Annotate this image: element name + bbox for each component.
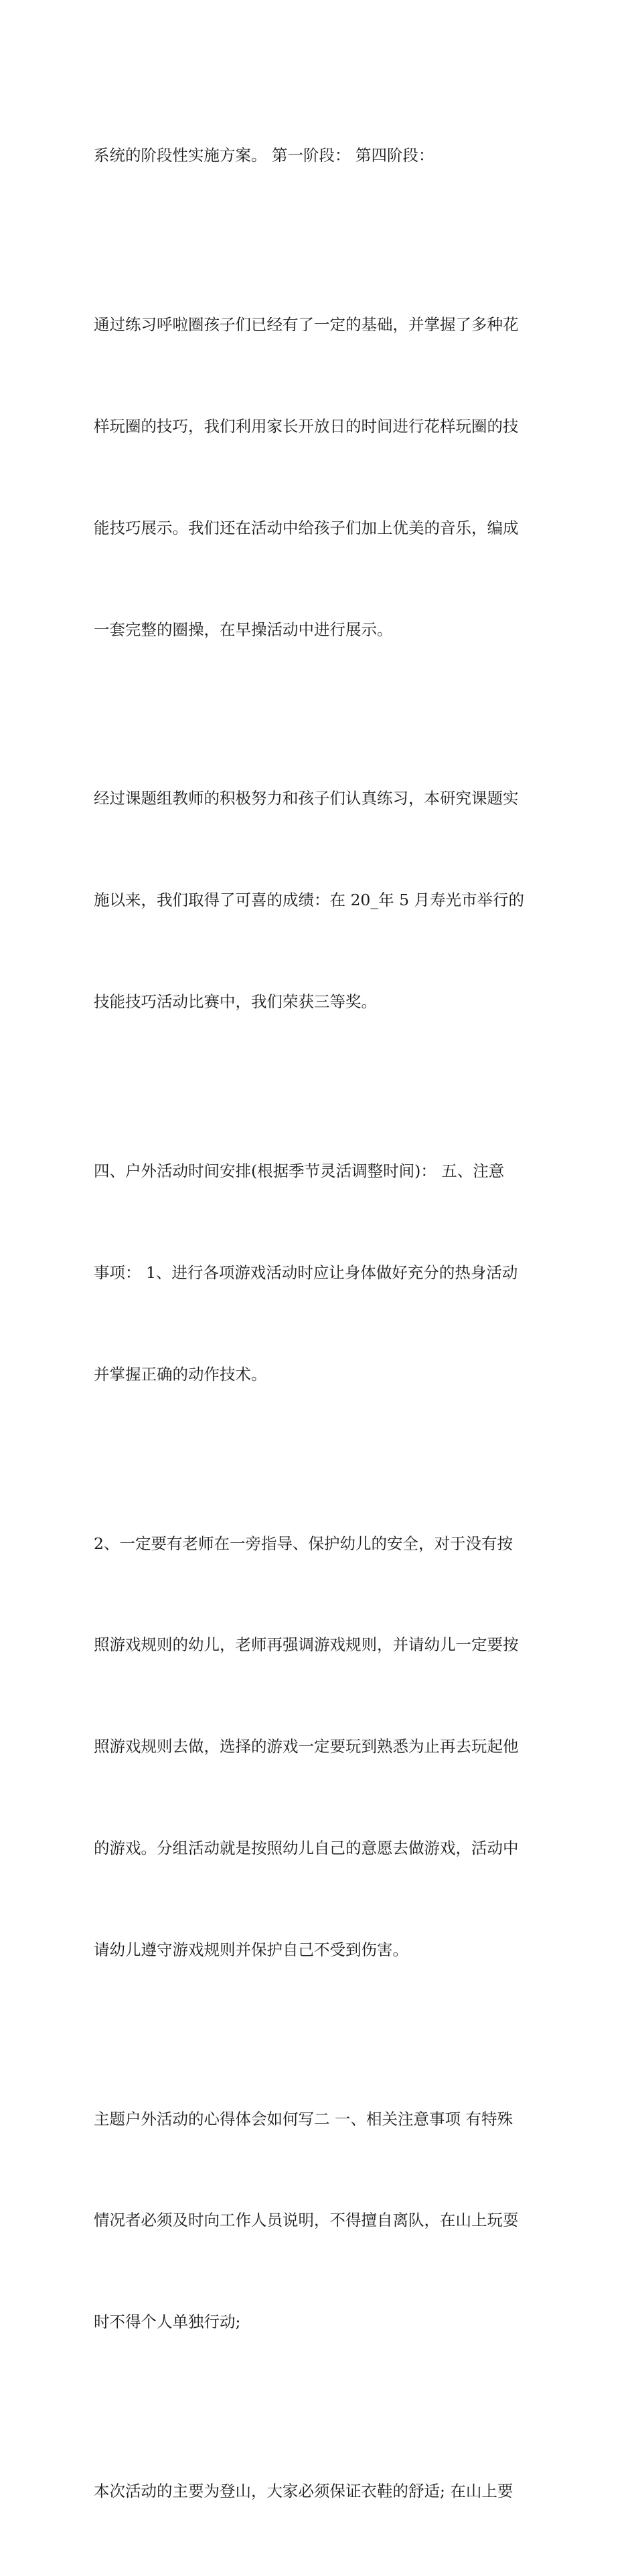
text-line: 事项： 1、进行各项游戏活动时应让身体做好充分的热身活动 [94,1263,518,1282]
text-line: 照游戏规则的幼儿，老师再强调游戏规则，并请幼儿一定要按 [94,1635,519,1655]
text-line: 四、户外活动时间安排(根据季节灵活调整时间)： 五、注意 [94,1162,505,1180]
text-line: 通过练习呼啦圈孩子们已经有了一定的基础，并掌握了多种花 [94,315,519,335]
text-line: 并掌握正确的动作技术。 [94,1364,267,1384]
text-line: 照游戏规则去做，选择的游戏一定要玩到熟悉为止再去玩起他 [94,1737,519,1756]
paragraph-schedule-notes [94,1087,546,1459]
text-line: 样玩圈的技巧，我们利用家长开放日的时间进行花样玩圈的技 [94,416,519,436]
text-line: 时不得个人单独行动; [94,2312,241,2332]
text-line: 的游戏。分组活动就是按照幼儿自己的意愿去做游戏，活动中 [94,1838,519,1857]
document-body [94,71,546,2576]
paragraph-hiking [94,2407,546,2576]
text-line: 技能技巧活动比赛中，我们荣获三等奖。 [94,992,377,1012]
text-line: 施以来，我们取得了可喜的成绩：在 20_年 5 月寿光市举行的 [94,891,525,910]
text-line: 主题户外活动的心得体会如何写二 一、相关注意事项 有特殊 [94,2109,513,2128]
paragraph-hula-hoop-practice [94,240,546,714]
paragraph-safety-rules [94,1459,546,2034]
text-line: 经过课题组教师的积极努力和孩子们认真练习，本研究课题实 [94,789,519,808]
text-line: 本次活动的主要为登山，大家必须保证衣鞋的舒适; 在山上要 [94,2482,513,2501]
text-line: 请幼儿遵守游戏规则并保护自己不受到伤害。 [94,1940,408,1959]
paragraph-achievements [94,714,546,1087]
text-line: 情况者必须及时向工作人员说明，不得擅自离队，在山上玩耍 [94,2211,519,2230]
text-line: 2、一定要有老师在一旁指导、保护幼儿的安全，对于没有按 [94,1534,513,1553]
text-line: 能技巧展示。我们还在活动中给孩子们加上优美的音乐，编成 [94,518,519,537]
paragraph-intro [94,71,546,240]
text-line: 一套完整的圈操，在早操活动中进行展示。 [94,620,393,639]
text-line: 系统的阶段性实施方案。 第一阶段： 第四阶段： [94,146,434,165]
paragraph-section-two [94,2034,546,2407]
